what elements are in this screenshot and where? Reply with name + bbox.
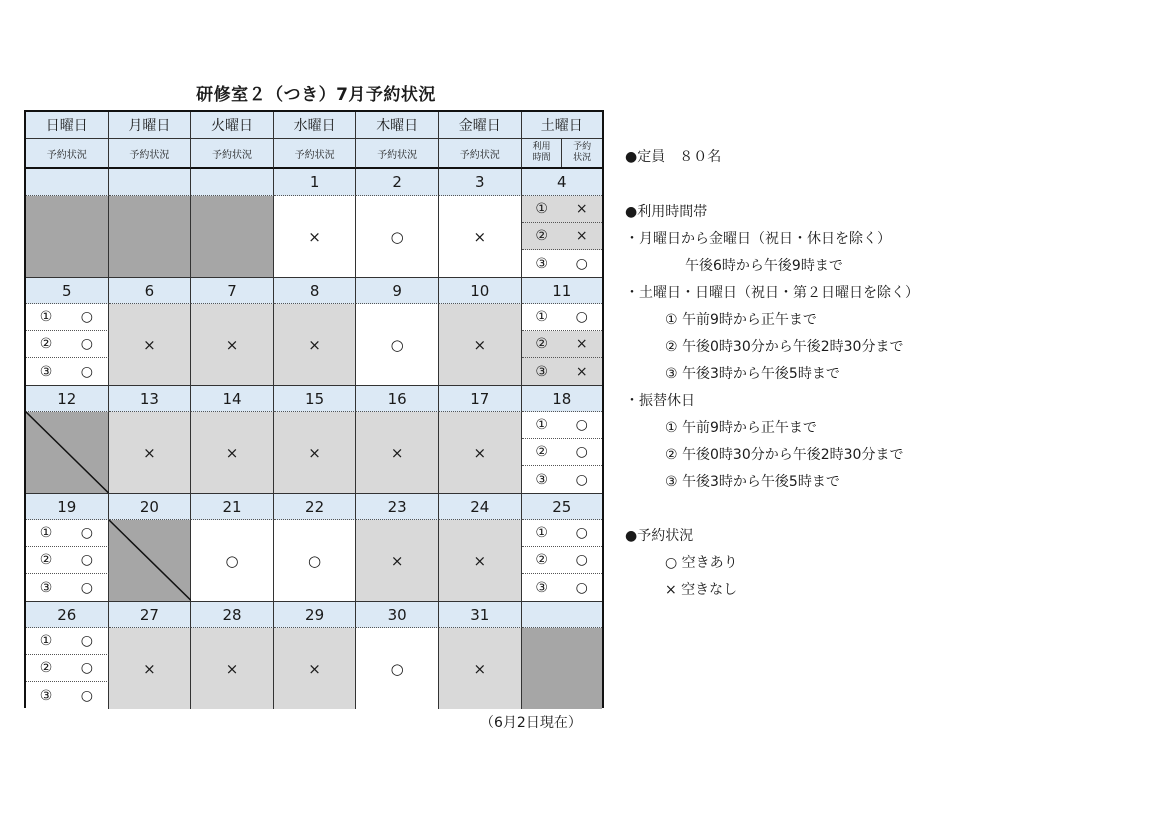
slot-status: ○ bbox=[80, 579, 93, 596]
date-number bbox=[26, 169, 109, 196]
slot-number: ③ bbox=[535, 579, 548, 596]
slot-number: ① bbox=[39, 309, 53, 325]
date-number: 20 bbox=[109, 493, 192, 520]
time-slot-row bbox=[26, 547, 109, 574]
day-status: × bbox=[439, 520, 522, 601]
time-slot-row bbox=[522, 196, 602, 223]
slot-status: ○ bbox=[575, 444, 588, 460]
date-number bbox=[522, 601, 602, 628]
status-label: 予約 状況 bbox=[561, 139, 602, 167]
day-status: × bbox=[274, 628, 357, 709]
day-status: × bbox=[356, 412, 439, 493]
time-slot-row bbox=[26, 304, 109, 331]
holiday-slot-2: ② 午後0時30分から午後2時30分まで bbox=[665, 447, 904, 463]
slot-number: ③ bbox=[39, 687, 53, 704]
slot-number: ② bbox=[535, 444, 548, 460]
date-number: 1 bbox=[274, 169, 357, 196]
time-slot-row bbox=[522, 547, 602, 574]
slot-status: ○ bbox=[575, 525, 588, 541]
day-status: ○ bbox=[356, 304, 439, 385]
slot-status: × bbox=[575, 363, 588, 380]
time-slot-row bbox=[26, 682, 109, 709]
saturday-subheader bbox=[522, 139, 602, 169]
slot-status: ○ bbox=[575, 552, 588, 568]
weekday-header: 木曜日 bbox=[356, 112, 439, 139]
slot-status: ○ bbox=[80, 552, 93, 568]
time-slot-row bbox=[26, 520, 109, 547]
time-slot-row bbox=[522, 439, 602, 466]
slot-number: ② bbox=[535, 228, 548, 244]
slot-status: ○ bbox=[80, 687, 93, 704]
closed-day bbox=[26, 412, 109, 493]
empty-day bbox=[26, 196, 109, 277]
date-number: 15 bbox=[274, 385, 357, 412]
weekday-rule: ・月曜日から金曜日（祝日・休日を除く） bbox=[625, 231, 891, 247]
slot-number: ① bbox=[535, 201, 548, 217]
weekend-slot-1: ① 午前9時から正午まで bbox=[665, 312, 817, 328]
status-subheader: 予約状況 bbox=[191, 139, 274, 169]
date-number: 19 bbox=[26, 493, 109, 520]
date-number: 6 bbox=[109, 277, 192, 304]
time-slot-row bbox=[522, 250, 602, 277]
slot-status: ○ bbox=[80, 336, 93, 352]
slot-number: ① bbox=[39, 633, 53, 649]
day-status: × bbox=[109, 304, 192, 385]
status-subheader: 予約状況 bbox=[109, 139, 192, 169]
day-status: ○ bbox=[356, 628, 439, 709]
time-slot-row bbox=[522, 304, 602, 331]
time-slot-row bbox=[26, 628, 109, 655]
slot-number: ① bbox=[39, 525, 53, 541]
date-number: 21 bbox=[191, 493, 274, 520]
status-subheader: 予約状況 bbox=[274, 139, 357, 169]
holiday-slot-1: ① 午前9時から正午まで bbox=[665, 420, 817, 436]
status-subheader: 予約状況 bbox=[26, 139, 109, 169]
time-slot-row bbox=[522, 466, 602, 493]
legend-available: ○ 空きあり bbox=[665, 555, 738, 571]
empty-day bbox=[522, 628, 602, 709]
day-status: × bbox=[191, 628, 274, 709]
time-slot-row bbox=[26, 655, 109, 682]
date-number: 18 bbox=[522, 385, 602, 412]
slot-status: ○ bbox=[575, 309, 588, 325]
weekday-header: 月曜日 bbox=[109, 112, 192, 139]
weekday-header: 金曜日 bbox=[439, 112, 522, 139]
substitute-holiday-rule: ・振替休日 bbox=[625, 393, 695, 409]
weekend-slot-2: ② 午後0時30分から午後2時30分まで bbox=[665, 339, 904, 355]
date-number: 26 bbox=[26, 601, 109, 628]
day-status: × bbox=[191, 412, 274, 493]
page-title: 研修室２（つき）7月予約状況 bbox=[196, 85, 436, 105]
slot-number: ② bbox=[535, 336, 548, 352]
as-of-note: （6月2日現在） bbox=[480, 715, 582, 731]
date-number bbox=[109, 169, 192, 196]
diagonal-line bbox=[109, 520, 192, 601]
closed-day bbox=[109, 520, 192, 601]
day-status: × bbox=[274, 412, 357, 493]
time-slot-row bbox=[26, 331, 109, 358]
slot-number: ③ bbox=[39, 363, 53, 380]
date-number: 11 bbox=[522, 277, 602, 304]
time-slot-row bbox=[522, 223, 602, 250]
day-status: ○ bbox=[356, 196, 439, 277]
slot-status: ○ bbox=[80, 633, 93, 649]
slot-number: ③ bbox=[535, 363, 548, 380]
status-subheader: 予約状況 bbox=[439, 139, 522, 169]
slot-status: ○ bbox=[575, 255, 588, 272]
weekday-header: 火曜日 bbox=[191, 112, 274, 139]
date-number: 24 bbox=[439, 493, 522, 520]
date-number: 3 bbox=[439, 169, 522, 196]
time-slot-row bbox=[522, 574, 602, 601]
slot-status: × bbox=[575, 228, 588, 244]
date-number: 29 bbox=[274, 601, 357, 628]
time-slot-row bbox=[522, 331, 602, 358]
holiday-slot-3: ③ 午後3時から午後5時まで bbox=[665, 474, 840, 490]
usage-time-label: 利用 時間 bbox=[532, 142, 551, 163]
reservation-calendar bbox=[24, 110, 604, 708]
slot-number: ① bbox=[535, 525, 548, 541]
date-number: 13 bbox=[109, 385, 192, 412]
slot-number: ③ bbox=[39, 579, 53, 596]
weekday-hours: 午後6時から午後9時まで bbox=[685, 258, 843, 274]
slot-number: ② bbox=[39, 552, 53, 568]
slot-status: ○ bbox=[80, 363, 93, 380]
slot-status: ○ bbox=[575, 579, 588, 596]
date-number: 2 bbox=[356, 169, 439, 196]
time-slot-row bbox=[522, 412, 602, 439]
time-slot-row bbox=[26, 574, 109, 601]
empty-day bbox=[109, 196, 192, 277]
date-number: 22 bbox=[274, 493, 357, 520]
date-number: 16 bbox=[356, 385, 439, 412]
slot-number: ② bbox=[39, 660, 53, 676]
date-number: 10 bbox=[439, 277, 522, 304]
weekday-header: 日曜日 bbox=[26, 112, 109, 139]
time-slot-row bbox=[522, 358, 602, 385]
date-number: 4 bbox=[522, 169, 602, 196]
day-status: × bbox=[356, 520, 439, 601]
status-subheader: 予約状況 bbox=[356, 139, 439, 169]
date-number: 25 bbox=[522, 493, 602, 520]
slot-status: ○ bbox=[80, 525, 93, 541]
date-number: 30 bbox=[356, 601, 439, 628]
slot-number: ③ bbox=[535, 471, 548, 488]
day-status: × bbox=[274, 304, 357, 385]
day-status: × bbox=[439, 196, 522, 277]
date-number: 14 bbox=[191, 385, 274, 412]
day-status: × bbox=[439, 628, 522, 709]
day-status: × bbox=[439, 304, 522, 385]
time-slot-row bbox=[26, 358, 109, 385]
day-status: × bbox=[109, 628, 192, 709]
date-number: 8 bbox=[274, 277, 357, 304]
slot-number: ② bbox=[535, 552, 548, 568]
empty-day bbox=[191, 196, 274, 277]
date-number: 17 bbox=[439, 385, 522, 412]
slot-number: ② bbox=[39, 336, 53, 352]
date-number: 23 bbox=[356, 493, 439, 520]
weekday-header: 土曜日 bbox=[522, 112, 602, 139]
slot-number: ③ bbox=[535, 255, 548, 272]
day-status: × bbox=[439, 412, 522, 493]
date-number: 5 bbox=[26, 277, 109, 304]
slot-status: × bbox=[575, 336, 588, 352]
slot-status: ○ bbox=[80, 660, 93, 676]
time-heading: ●利用時間帯 bbox=[625, 204, 708, 220]
slot-status: ○ bbox=[575, 471, 588, 488]
date-number: 9 bbox=[356, 277, 439, 304]
day-status: ○ bbox=[191, 520, 274, 601]
status-heading: ●予約状況 bbox=[625, 528, 694, 544]
date-number: 28 bbox=[191, 601, 274, 628]
day-status: × bbox=[109, 412, 192, 493]
weekend-slot-3: ③ 午後3時から午後5時まで bbox=[665, 366, 840, 382]
time-slot-row bbox=[522, 520, 602, 547]
date-number: 12 bbox=[26, 385, 109, 412]
weekday-header: 水曜日 bbox=[274, 112, 357, 139]
slot-status: × bbox=[575, 201, 588, 217]
day-status: × bbox=[191, 304, 274, 385]
date-number bbox=[191, 169, 274, 196]
day-status: × bbox=[274, 196, 357, 277]
diagonal-line bbox=[26, 412, 109, 493]
slot-status: ○ bbox=[575, 417, 588, 433]
capacity-text: ●定員 ８０名 bbox=[625, 149, 722, 165]
date-number: 7 bbox=[191, 277, 274, 304]
slot-status: ○ bbox=[80, 309, 93, 325]
date-number: 31 bbox=[439, 601, 522, 628]
legend-unavailable: × 空きなし bbox=[665, 582, 738, 598]
day-status: ○ bbox=[274, 520, 357, 601]
weekend-rule: ・土曜日・日曜日（祝日・第２日曜日を除く） bbox=[625, 285, 919, 301]
date-number: 27 bbox=[109, 601, 192, 628]
slot-number: ① bbox=[535, 309, 548, 325]
slot-number: ① bbox=[535, 417, 548, 433]
